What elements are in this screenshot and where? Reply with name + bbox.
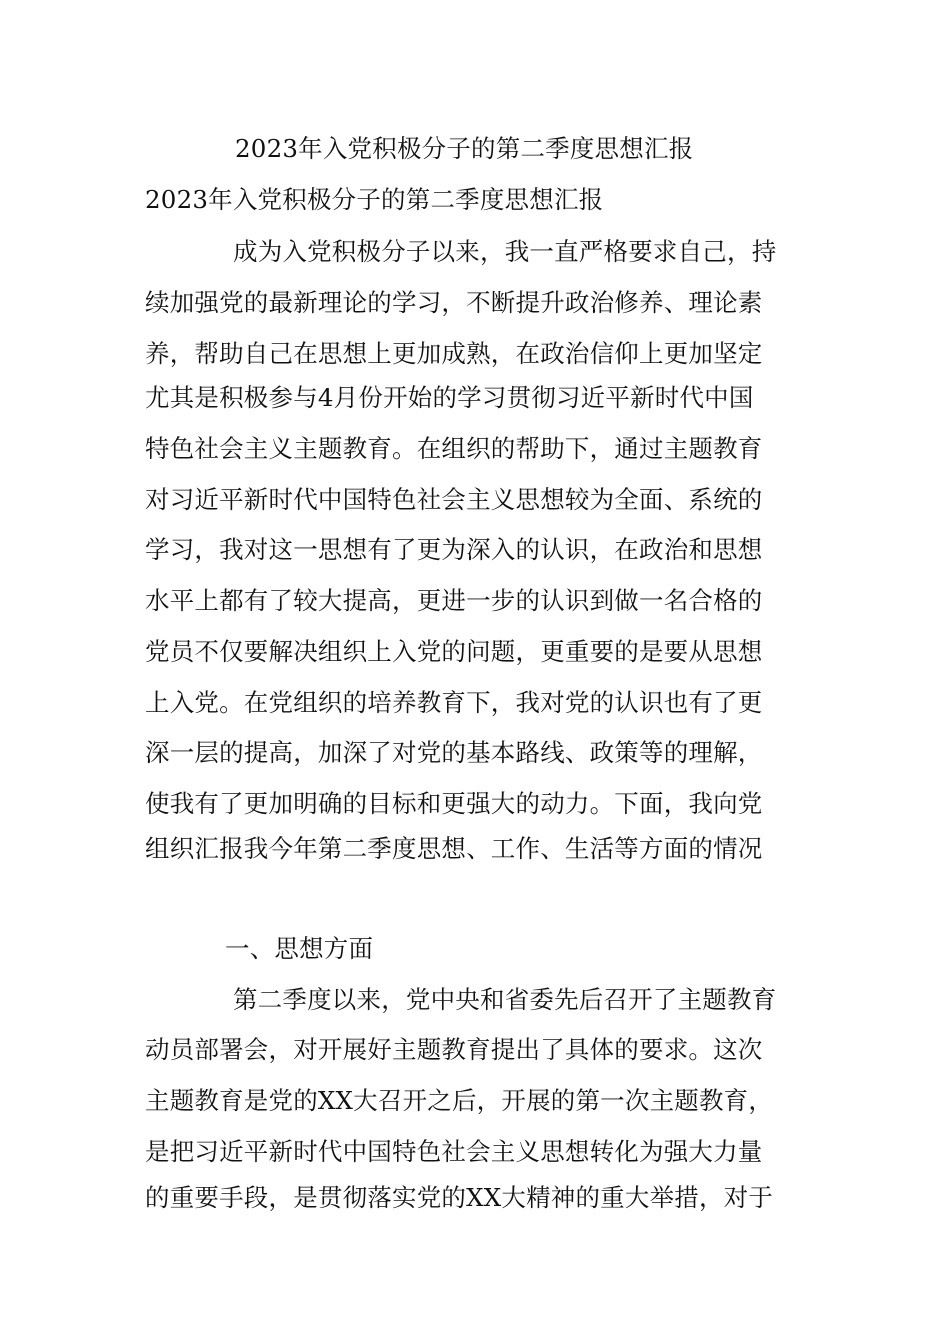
intro-line-6: 对习近平新时代中国特色社会主义思想较为全面、系统的 bbox=[145, 485, 763, 514]
section-line-2: 动员部署会，对开展好主题教育提出了具体的要求。这次 bbox=[145, 1035, 763, 1064]
intro-line-13: 组织汇报我今年第二季度思想、工作、生活等方面的情况 bbox=[145, 834, 763, 863]
intro-line-11: 深一层的提高，加深了对党的基本路线、政策等的理解， bbox=[145, 738, 763, 767]
section-line-4: 是把习近平新时代中国特色社会主义思想转化为强大力量 bbox=[145, 1137, 763, 1166]
intro-line-5: 特色社会主义主题教育。在组织的帮助下，通过主题教育 bbox=[145, 434, 763, 463]
intro-line-9: 党员不仅要解决组织上入党的问题，更重要的是要从思想 bbox=[145, 637, 763, 666]
intro-line-7: 学习，我对这一思想有了更为深入的认识，在政治和思想 bbox=[145, 535, 763, 564]
intro-line-8: 水平上都有了较大提高，更进一步的认识到做一名合格的 bbox=[145, 586, 763, 615]
intro-line-2: 续加强党的最新理论的学习，不断提升政治修养、理论素 bbox=[145, 288, 763, 317]
intro-line-1: 成为入党积极分子以来，我一直严格要求自己，持 bbox=[233, 237, 777, 266]
intro-line-4: 尤其是积极参与4月份开始的学习贯彻习近平新时代中国 bbox=[145, 383, 754, 412]
section-line-1: 第二季度以来，党中央和省委先后召开了主题教育 bbox=[233, 985, 777, 1014]
section-heading: 一、思想方面 bbox=[225, 934, 374, 963]
intro-line-3: 养，帮助自己在思想上更加成熟，在政治信仰上更加坚定 bbox=[145, 339, 763, 368]
intro-line-10: 上入党。在党组织的培养教育下，我对党的认识也有了更 bbox=[145, 688, 763, 717]
section-line-5: 的重要手段，是贯彻落实党的XX大精神的重大举措，对于 bbox=[145, 1183, 774, 1212]
intro-line-12: 使我有了更加明确的目标和更强大的动力。下面，我向党 bbox=[145, 789, 763, 818]
section-line-3: 主题教育是党的XX大召开之后，开展的第一次主题教育， bbox=[145, 1086, 774, 1115]
document-title-left: 2023年入党积极分子的第二季度思想汇报 bbox=[145, 185, 604, 214]
document-title-centered: 2023年入党积极分子的第二季度思想汇报 bbox=[235, 134, 694, 163]
